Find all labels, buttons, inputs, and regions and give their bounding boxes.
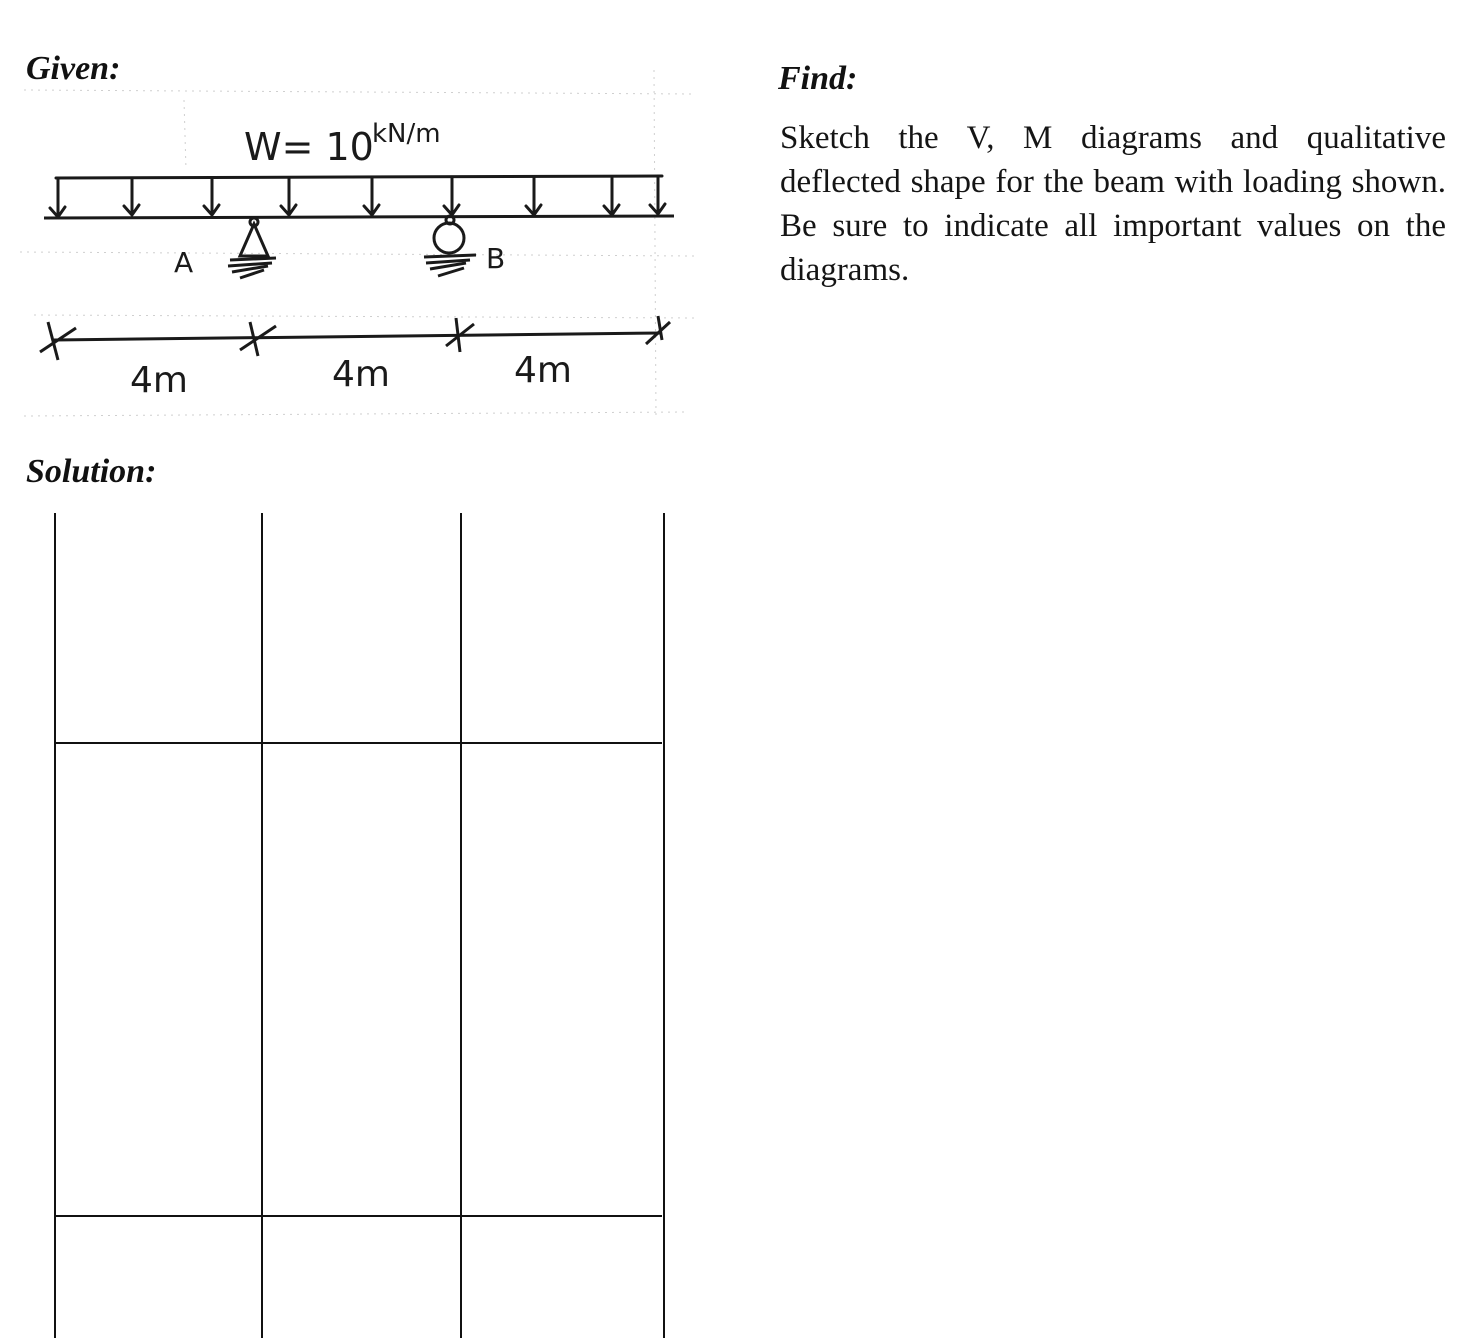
span-label-2: 4m — [332, 354, 390, 395]
solution-grid — [0, 500, 700, 1338]
span-label-1: 4m — [130, 360, 188, 401]
support-b-label: B — [486, 242, 506, 275]
beam-sketch — [14, 60, 704, 430]
find-instructions: Sketch the V, M diagrams and qualitative deflected shape for the beam with loading shown. Be sure to indicate all important values on the diagrams. — [780, 120, 1446, 288]
span-label-3: 4m — [514, 350, 572, 391]
roller-support-b — [424, 216, 476, 276]
support-a-label: A — [174, 246, 194, 279]
load-units: kN/m — [372, 119, 441, 149]
beam — [44, 216, 674, 218]
solution-heading: Solution: — [26, 453, 157, 490]
pin-support-a — [228, 218, 276, 278]
given-heading: Given: — [26, 50, 121, 87]
distributed-load — [50, 176, 665, 217]
find-heading: Find: — [778, 60, 858, 97]
load-label: W= 10 — [244, 125, 374, 169]
